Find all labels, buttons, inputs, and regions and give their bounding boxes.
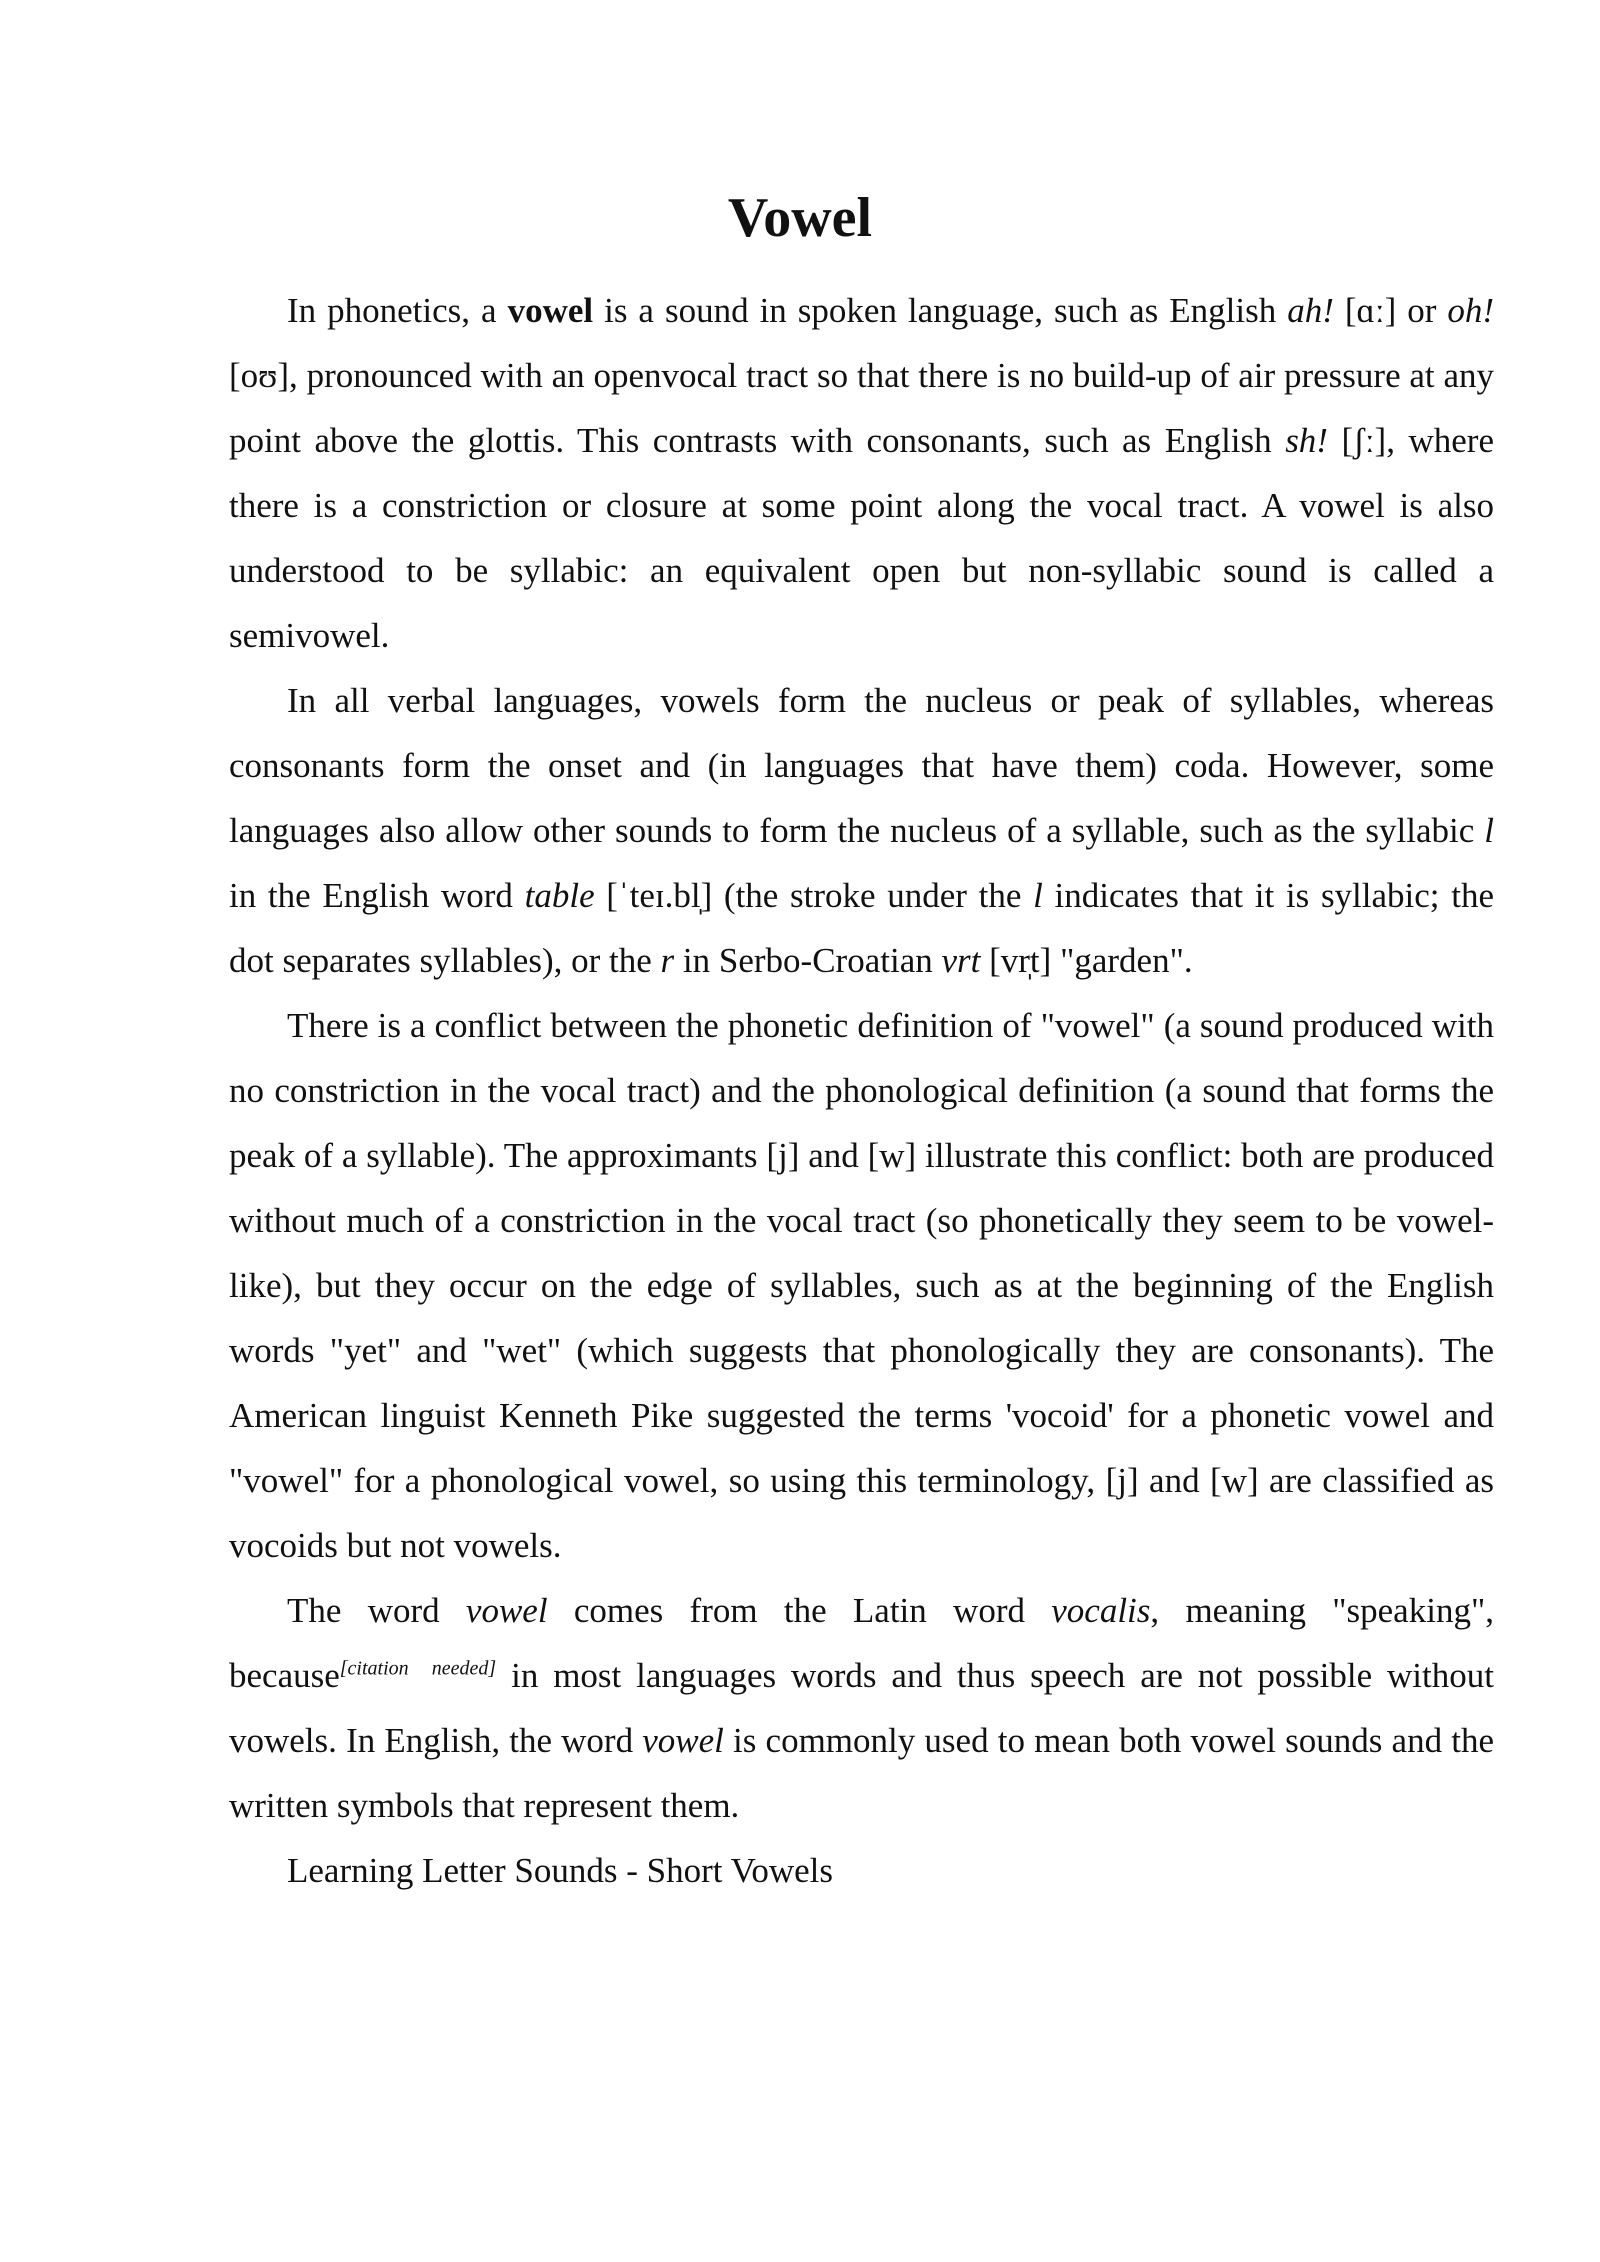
text-run: is a sound in spoken language, such as English	[593, 291, 1288, 330]
italic-term: oh!	[1447, 291, 1495, 330]
italic-term: sh!	[1285, 421, 1328, 460]
text-run: [oʊ], pronounced with an openvocal tract so that there is no build-up of air pressure at any point above the glottis. This contrasts with consonants, such as English	[229, 356, 1494, 460]
article-body	[229, 278, 1494, 1903]
text-run: [vr̩t] "garden".	[980, 941, 1193, 980]
italic-term: l	[1484, 811, 1494, 850]
text-run: [ˈteɪ.bl̩] (the stroke under the	[594, 876, 1034, 915]
paragraph-4	[229, 1578, 1494, 1838]
text-run: [ɑː] or	[1333, 291, 1448, 330]
video-caption[interactable]: Learning Letter Sounds - Short Vowels	[287, 1851, 834, 1890]
text-run: , meaning "speaking", because	[229, 1591, 1494, 1695]
italic-term: vrt	[941, 941, 981, 980]
italic-term: table	[524, 876, 595, 915]
italic-term: l	[1033, 876, 1043, 915]
page-title: Vowel	[727, 186, 873, 249]
text-run: In all verbal languages, vowels form the nucleus or peak of syllables, whereas consonants form the onset and (in languages that have them) coda. However, some languages also allow other sounds to form the nucleus of a syllable, such as the syllabic	[229, 681, 1494, 850]
italic-term: vowel	[465, 1591, 548, 1630]
text-run: [ʃː], where there is a constriction or closure at some point along the vocal tract. A vowel is also understood to be syllabic: an equivalent open but non-syllabic sound is called a semivowel.	[229, 421, 1494, 655]
text-run: in the English word	[229, 876, 525, 915]
text-run: is commonly used to mean both vowel sounds and the written symbols that represent them.	[229, 1721, 1494, 1825]
paragraph-3: There is a conflict between the phonetic definition of "vowel" (a sound produced with no constriction in the vocal tract) and the phonological definition (a sound that forms the peak of a syllable). The approximants [j] and [w] illustrate this conflict: both are produced without much of a constriction in the vocal tract (so phonetically they seem to be vowel-like), but they occur on the edge of syllables, such as at the beginning of the English words "yet" and "wet" (which suggests that phonologically they are consonants). The American linguist Kenneth Pike suggested the terms 'vocoid' for a phonetic vowel and "vowel" for a phonological vowel, so using this terminology, [j] and [w] are classified as vocoids but not vowels.	[229, 1006, 1494, 1565]
paragraph-1	[229, 278, 1494, 668]
bold-term: vowel	[507, 291, 594, 330]
italic-term: ah!	[1287, 291, 1334, 330]
italic-term: r	[660, 941, 675, 980]
text-run: In phonetics, a	[287, 291, 508, 330]
text-run: comes from the Latin word	[547, 1591, 1052, 1630]
text-run: indicates that it is syllabic; the dot separates syllables), or the	[229, 876, 1494, 980]
text-run: in Serbo-Croatian	[674, 941, 942, 980]
paragraph-2	[229, 668, 1494, 993]
text-run: The word	[287, 1591, 466, 1630]
citation-needed-note[interactable]: [citation needed]	[339, 1657, 497, 1680]
italic-term: vocalis	[1051, 1591, 1151, 1630]
text-run: in most languages words and thus speech are not possible without vowels. In English, the word	[229, 1656, 1494, 1760]
italic-term: vowel	[642, 1721, 724, 1760]
